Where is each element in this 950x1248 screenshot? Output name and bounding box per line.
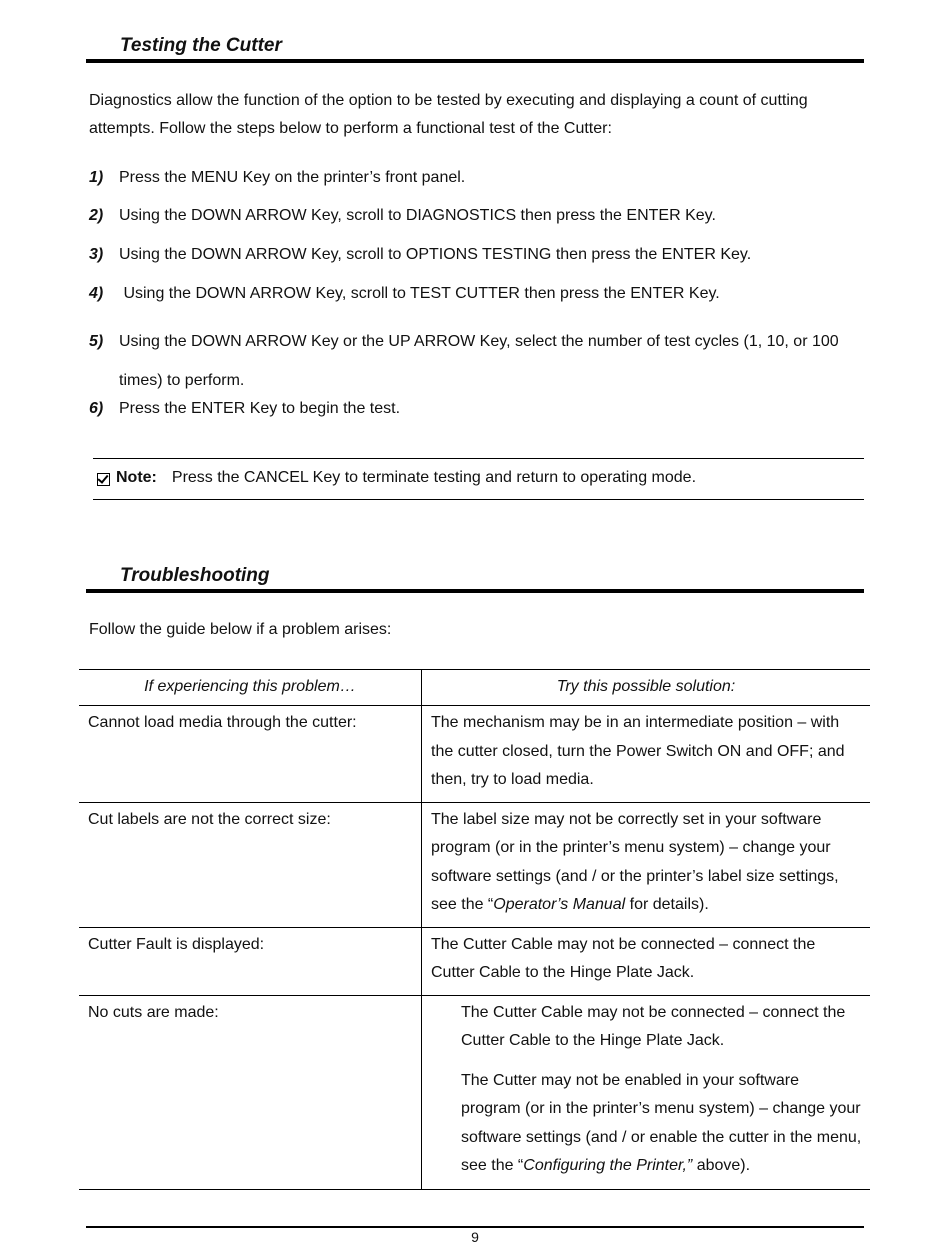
step-3: [89, 246, 859, 264]
troubleshooting-table: [79, 669, 870, 1190]
step-text: Press the MENU Key on the printer’s front panel.: [119, 169, 466, 186]
step-number: 6): [89, 400, 104, 417]
table-header-row: [79, 670, 870, 706]
step-number: 1): [89, 169, 104, 186]
table-row: [79, 802, 870, 927]
intro-paragraph: Diagnostics allow the function of the option to be tested by executing and displaying a count of cutting attempts. Follow the steps below to perform a functional test of the Cutter:: [89, 92, 808, 137]
step-6: [89, 400, 859, 418]
section-title-troubleshooting: Troubleshooting: [120, 565, 270, 586]
page-number: 9: [471, 1229, 479, 1245]
step-number: 2): [89, 207, 104, 224]
solution-text: The label size may not be correctly set in your software program (or in the printer’s menu system) – change your software settings (and / or the printer’s label size settings, see the “: [431, 810, 839, 913]
step-text: Using the DOWN ARROW Key, scroll to TEST CUTTER then press the ENTER Key.: [119, 285, 720, 302]
column-header-solution: Try this possible solution:: [422, 670, 871, 706]
note-top-rule: [93, 458, 864, 459]
note-bottom-rule: [93, 499, 864, 500]
table-row: [79, 706, 870, 803]
section-rule: [86, 589, 864, 593]
checkbox-icon: [97, 473, 110, 486]
step-number: 5): [89, 333, 104, 350]
step-number: 4): [89, 285, 104, 302]
step-number: 3): [89, 246, 104, 263]
step-text: Using the DOWN ARROW Key, scroll to OPTIONS TESTING then press the ENTER Key.: [119, 246, 752, 263]
step-text: Press the ENTER Key to begin the test.: [119, 400, 401, 417]
section-reference: Configuring the Printer,”: [523, 1157, 693, 1174]
problem-cell: Cut labels are not the correct size:: [79, 802, 422, 927]
section-title-testing-cutter: Testing the Cutter: [120, 35, 282, 56]
step-text: Using the DOWN ARROW Key or the UP ARROW Key, select the number of test cycles (1, 10, or 100 times) to perform.: [119, 333, 839, 389]
note-box: [97, 469, 857, 487]
solution-text: for details).: [625, 896, 709, 913]
solution-cell: The Cutter Cable may not be connected – connect the Cutter Cable to the Hinge Plate Jack.: [422, 927, 871, 995]
section-rule: [86, 59, 864, 63]
footer-rule: [86, 1226, 864, 1228]
troubleshooting-intro: Follow the guide below if a problem arises:: [89, 621, 392, 638]
problem-cell: Cutter Fault is displayed:: [79, 927, 422, 995]
solution-text: The Cutter may not be enabled in your software program (or in the printer’s menu system) – change your software settings (and / or enable the cutter in the menu, see the “: [461, 1071, 862, 1174]
step-5: [89, 323, 849, 400]
step-2: [89, 207, 859, 225]
solution-cell: [422, 995, 871, 1189]
solution-paragraph: [431, 1067, 862, 1181]
note-label: Note:: [116, 469, 157, 486]
manual-reference: Operator’s Manual: [493, 896, 626, 913]
problem-cell: Cannot load media through the cutter:: [79, 706, 422, 803]
step-4: [89, 285, 859, 303]
column-header-problem: If experiencing this problem…: [79, 670, 422, 706]
solution-paragraph: The Cutter Cable may not be connected – connect the Cutter Cable to the Hinge Plate Jack.: [461, 1003, 846, 1049]
solution-cell: The mechanism may be in an intermediate position – with the cutter closed, turn the Power Switch ON and OFF; and then, try to load media.: [422, 706, 871, 803]
solution-cell: [422, 802, 871, 927]
step-text: Using the DOWN ARROW Key, scroll to DIAGNOSTICS then press the ENTER Key.: [119, 207, 716, 224]
problem-cell: No cuts are made:: [79, 995, 422, 1189]
note-text: Press the CANCEL Key to terminate testing and return to operating mode.: [171, 469, 697, 486]
table-row: [79, 995, 870, 1189]
solution-text: above).: [692, 1157, 751, 1174]
table-row: [79, 927, 870, 995]
step-1: [89, 169, 859, 187]
